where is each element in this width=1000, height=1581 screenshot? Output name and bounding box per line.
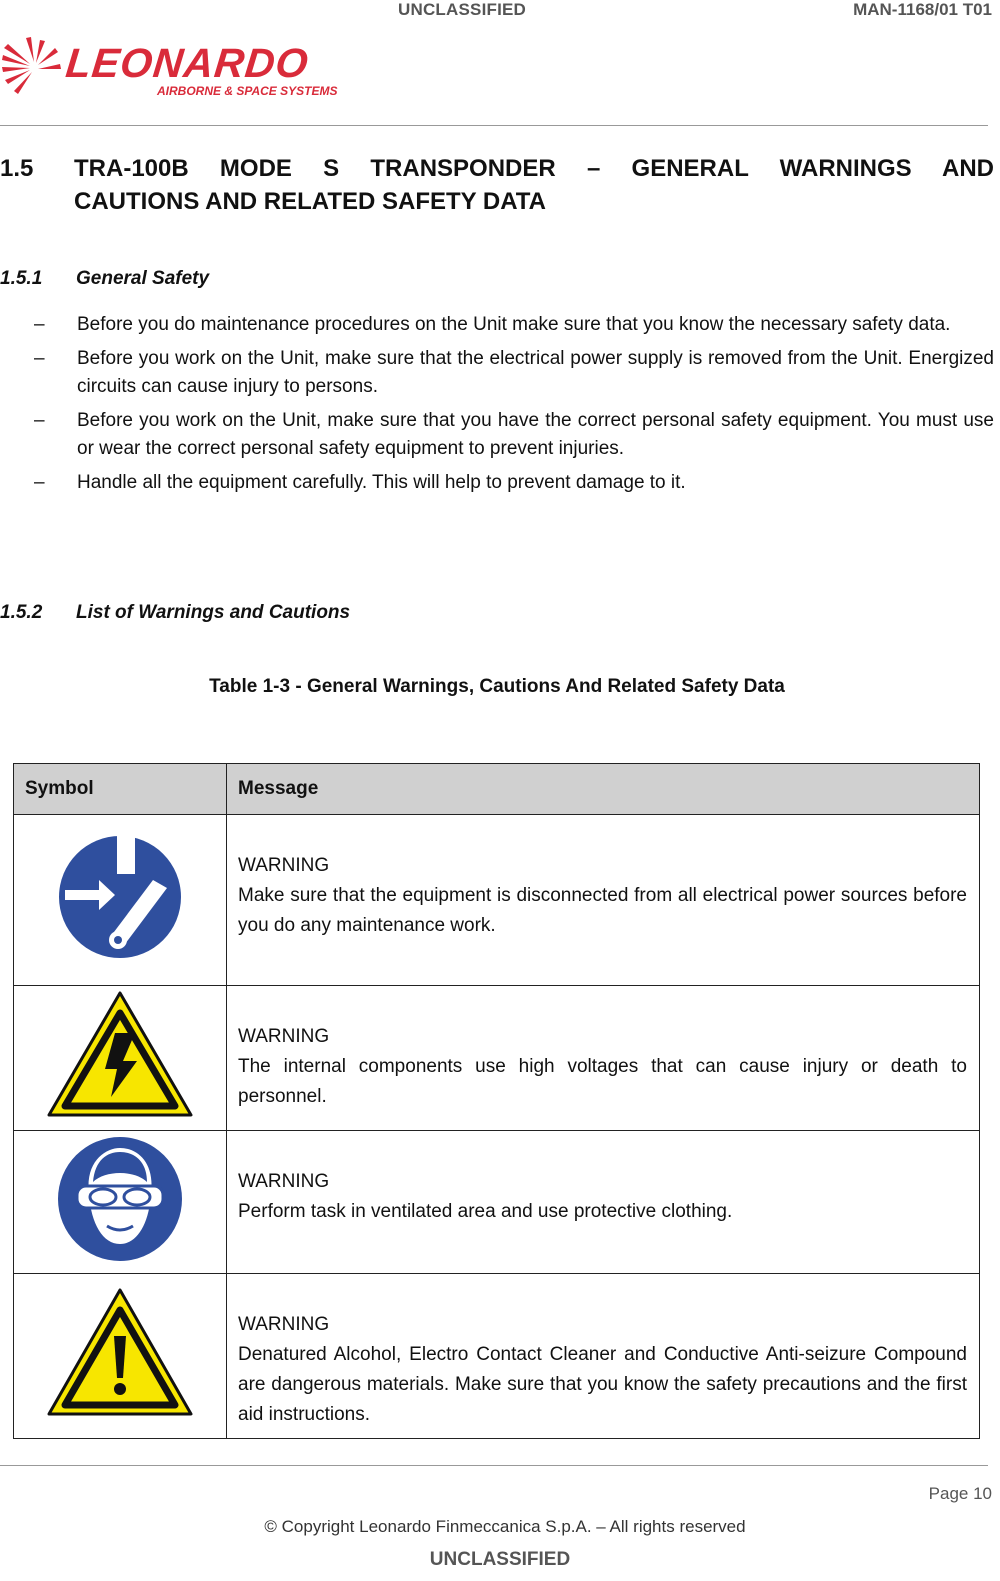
safety-bullet-list (0, 311, 994, 503)
copyright-notice: © Copyright Leonardo Finmeccanica S.p.A. – All rights reserved (264, 1517, 746, 1536)
symbol-cell (14, 1131, 227, 1274)
bullet-text: Handle all the equipment carefully. This will help to prevent damage to it. (77, 472, 686, 493)
list-item (0, 469, 994, 497)
bullet-text: Before you work on the Unit, make sure that you have the correct personal safety equipment. You must use or wear the correct personal safety equipment to prevent injuries. (77, 410, 994, 459)
symbol-cell (14, 1274, 227, 1439)
bullet-dash: – (34, 348, 45, 369)
table-row (14, 1274, 980, 1439)
logo-subtitle: AIRBORNE & SPACE SYSTEMS (157, 84, 338, 98)
bullet-dash: – (34, 472, 45, 493)
table-header-row (14, 764, 980, 815)
bullet-text: Before you do maintenance procedures on the Unit make sure that you know the necessary safety data. (77, 314, 951, 335)
footer-divider (0, 1465, 988, 1466)
message-text: Perform task in ventilated area and use protective clothing. (238, 1201, 733, 1222)
message-type: WARNING (238, 855, 330, 876)
message-type: WARNING (238, 1026, 330, 1047)
column-header-symbol: Symbol (14, 764, 227, 815)
symbol-cell (14, 815, 227, 986)
message-text: The internal components use high voltages that can cause injury or death to personnel. (238, 1056, 967, 1107)
warnings-table (13, 763, 980, 1439)
table-row (14, 986, 980, 1131)
header-divider (0, 125, 988, 126)
table-row (14, 1131, 980, 1274)
message-cell (227, 1274, 980, 1439)
section-number: 1.5 (0, 155, 34, 182)
message-type: WARNING (238, 1314, 330, 1335)
footer-classification: UNCLASSIFIED (429, 1549, 571, 1570)
message-text: Make sure that the equipment is disconnected from all electrical power sources before you do any maintenance work. (238, 885, 967, 936)
column-header-message: Message (227, 764, 980, 815)
table-row (14, 815, 980, 986)
list-item (0, 345, 994, 401)
list-item (0, 311, 994, 339)
message-cell (227, 1131, 980, 1274)
subsection-number: 1.5.2 (0, 602, 43, 623)
page-number: Page 10 (928, 1484, 992, 1503)
subsection-title: List of Warnings and Cautions (76, 602, 351, 623)
header-classification: UNCLASSIFIED (398, 0, 527, 19)
section-title-line2: CAUTIONS AND RELATED SAFETY DATA (74, 188, 546, 215)
symbol-cell (14, 986, 227, 1131)
list-item (0, 407, 994, 463)
message-type: WARNING (238, 1171, 330, 1192)
eye-protection-icon (55, 1134, 185, 1264)
general-warning-icon (45, 1286, 195, 1420)
message-text: Denatured Alcohol, Electro Contact Cleaner and Conductive Anti-seizure Compound are dangerous materials. Make sure that you know the safety precautions and the first aid instructions. (238, 1344, 967, 1425)
disconnect-power-icon (55, 832, 185, 962)
message-cell (227, 815, 980, 986)
message-cell (227, 986, 980, 1131)
bullet-dash: – (34, 314, 45, 335)
logo-wordmark: LEONARDO (63, 40, 312, 86)
table-caption: Table 1-3 - General Warnings, Cautions And Related Safety Data (209, 676, 785, 697)
bullet-text: Before you work on the Unit, make sure that the electrical power supply is removed from the Unit. Energized circuits can cause injury to persons. (77, 348, 994, 397)
bullet-dash: – (34, 410, 45, 431)
section-title-line1: TRA-100B MODE S TRANSPONDER – GENERAL WARNINGS AND (74, 155, 994, 182)
subsection-title: General Safety (76, 268, 210, 289)
subsection-number: 1.5.1 (0, 268, 43, 289)
document-id: MAN-1168/01 T01 (853, 0, 992, 19)
high-voltage-icon (45, 989, 195, 1121)
